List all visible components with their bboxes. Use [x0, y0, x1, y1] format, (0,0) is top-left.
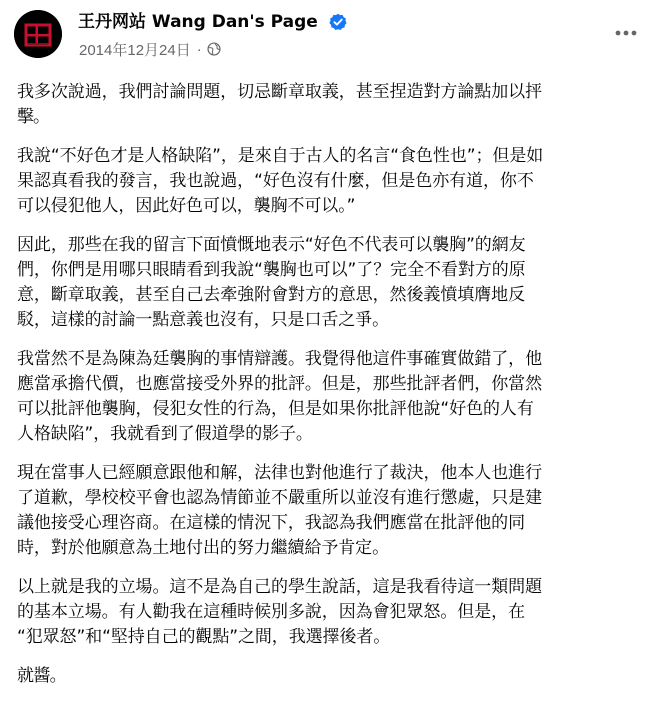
post-text-line: 的基本立場。有人勸我在這種時候別多說，因為會犯眾怒。但是，在	[17, 602, 525, 622]
post-paragraph	[17, 347, 649, 447]
post-header	[0, 0, 659, 70]
post-text-line: 我說“不好色才是人格缺陷”，是來自于古人的名言“食色性也”；但是如	[17, 146, 544, 166]
post-paragraph	[17, 461, 649, 561]
post-text-line: 意，斷章取義，甚至自己去牽強附會對方的意思，然後義憤填膺地反	[17, 285, 525, 305]
post-text-line: 可以批評他襲胸，侵犯女性的行為，但是如果你批評他說“好色的人有	[17, 399, 534, 419]
meta-separator: ·	[196, 40, 202, 58]
avatar[interactable]	[14, 10, 62, 58]
post-text-line: 時，對於他願意為土地付出的努力繼續給予肯定。	[17, 538, 389, 558]
post-paragraph	[17, 664, 649, 689]
post-body	[17, 80, 649, 703]
post-paragraph	[17, 233, 649, 333]
post-text-line: 擊。	[17, 107, 49, 127]
post-text-line: 因此，那些在我的留言下面憤慨地表示“好色不代表可以襲胸”的網友	[17, 235, 526, 255]
verified-badge-icon	[329, 13, 347, 31]
post-text-line: 駁，這樣的討論一點意義也沒有，只是口舌之爭。	[17, 310, 389, 330]
post-text-line: 就醬。	[17, 666, 66, 686]
post-text-line: 果認真看我的發言，我也說過，“好色沒有什麼，但是色亦有道，你不	[17, 171, 534, 191]
post-text-line: 議他接受心理咨商。在這樣的情況下，我認為我們應當在批評他的同	[17, 513, 525, 533]
globe-icon[interactable]	[207, 42, 221, 56]
post-paragraph	[17, 575, 649, 650]
more-options-button[interactable]	[608, 17, 644, 49]
more-horizontal-icon	[615, 30, 637, 36]
post-timestamp[interactable]: 2014年12月24日	[79, 41, 191, 59]
post-text-line: 人格缺陷”，我就看到了假道學的影子。	[17, 424, 313, 444]
post-paragraph	[17, 144, 649, 219]
post-text-line: 我當然不是為陳為廷襲胸的事情辯護。我覺得他這件事確實做錯了，他	[17, 349, 542, 369]
post-meta	[79, 40, 221, 58]
post-text-line: 應當承擔代價，也應當接受外界的批評。但是，那些批評者們，你當然	[17, 374, 542, 394]
post-text-line: “犯眾怒”和“堅持自己的觀點”之間，我選擇後者。	[17, 627, 391, 647]
post-paragraph	[17, 80, 649, 130]
page-name-link[interactable]: 王丹网站 Wang Dan's Page	[78, 12, 318, 32]
post-text-line: 們，你們是用哪只眼睛看到我說“襲胸也可以”了？完全不看對方的原	[17, 260, 526, 280]
post-text-line: 以上就是我的立場。這不是為自己的學生說話，這是我看待這一類問題	[17, 577, 542, 597]
post-text-line: 可以侵犯他人，因此好色可以，襲胸不可以。”	[17, 196, 356, 216]
post-text-line: 了道歉，學校校平會也認為情節並不嚴重所以並沒有進行懲處，只是建	[17, 488, 542, 508]
post-text-line: 現在當事人已經願意跟他和解，法律也對他進行了裁決，他本人也進行	[17, 463, 542, 483]
seal-logo-icon	[14, 10, 62, 58]
post-text-line: 我多次說過，我們討論問題，切忌斷章取義，甚至捏造對方論點加以抨	[17, 82, 542, 102]
